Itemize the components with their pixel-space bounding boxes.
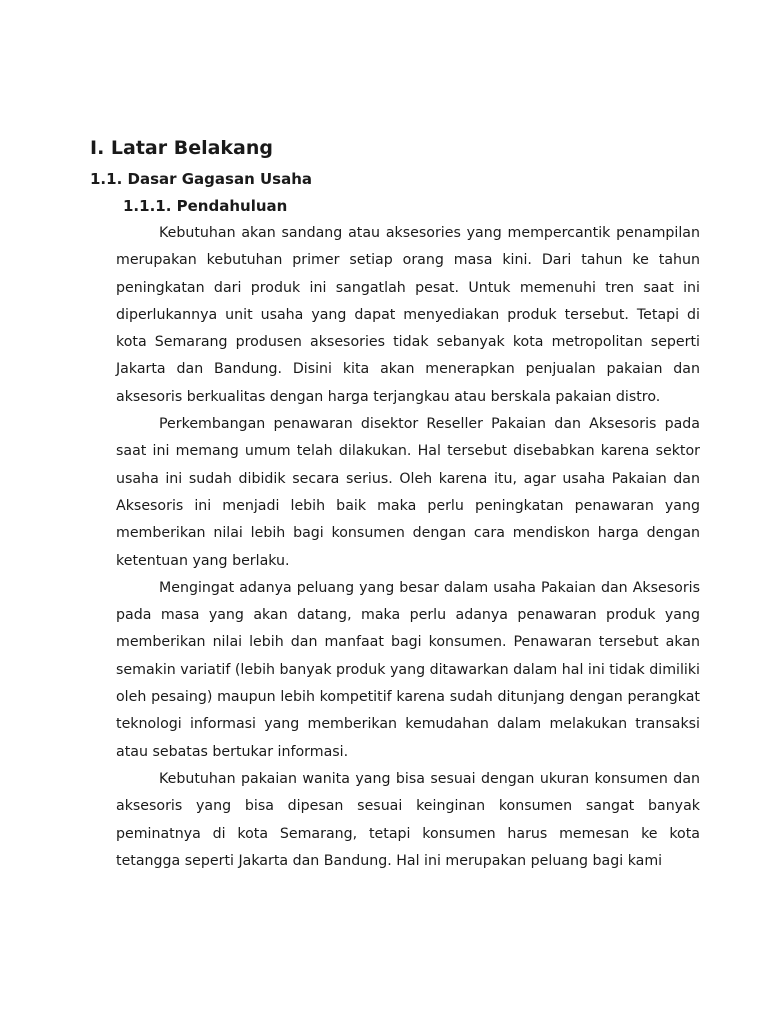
heading-dasar-gagasan-usaha: 1.1. Dasar Gagasan Usaha: [90, 170, 313, 188]
body-text: [116, 220, 700, 875]
paragraph-4: Kebutuhan pakaian wanita yang bisa sesuai dengan ukuran konsumen dan aksesoris yang bisa dipesan sesuai keinginan konsumen sangat banyak peminatnya di kota Semarang, tetapi konsumen harus memesan ke kota tetangga seperti Jakarta dan Bandung. Hal ini merupakan peluang bagi kami: [116, 770, 700, 869]
paragraph-3: Mengingat adanya peluang yang besar dalam usaha Pakaian dan Aksesoris pada masa yang akan datang, maka perlu adanya penawaran produk yang memberikan nilai lebih dan manfaat bagi konsumen. Penawaran tersebut akan semakin variatif (lebih banyak produk yang ditawarkan dalam hal ini tidak dimiliki oleh pesaing) maupun lebih kompetitif karena sudah ditunjang dengan perangkat teknologi informasi yang memberikan kemudahan dalam melakukan transaksi atau sebatas bertukar informasi.: [116, 579, 700, 760]
paragraph-1: Kebutuhan akan sandang atau aksesories yang mempercantik penampilan merupakan kebutuhan primer setiap orang masa kini. Dari tahun ke tahun peningkatan dari produk ini sangatlah pesat. Untuk memenuhi tren saat ini diperlukannya unit usaha yang dapat menyediakan produk tersebut. Tetapi di kota Semarang produsen aksesories tidak sebanyak kota metropolitan seperti Jakarta dan Bandung. Disini kita akan menerapkan penjualan pakaian dan aksesoris berkualitas dengan harga terjangkau atau berskala pakaian distro.: [116, 225, 700, 405]
heading-pendahuluan: 1.1.1. Pendahuluan: [123, 197, 288, 215]
paragraph-2: Perkembangan penawaran disektor Reseller Pakaian dan Aksesoris pada saat ini memang umum telah dilakukan. Hal tersebut disebabkan karena sektor usaha ini sudah dibidik secara serius. Oleh karena itu, agar usaha Pakaian dan Aksesoris ini menjadi lebih baik maka perlu peningkatan penawaran yang memberikan nilai lebih bagi konsumen dengan cara mendiskon harga dengan ketentuan yang berlaku.: [116, 416, 700, 569]
heading-latar-belakang: I. Latar Belakang: [90, 137, 274, 159]
